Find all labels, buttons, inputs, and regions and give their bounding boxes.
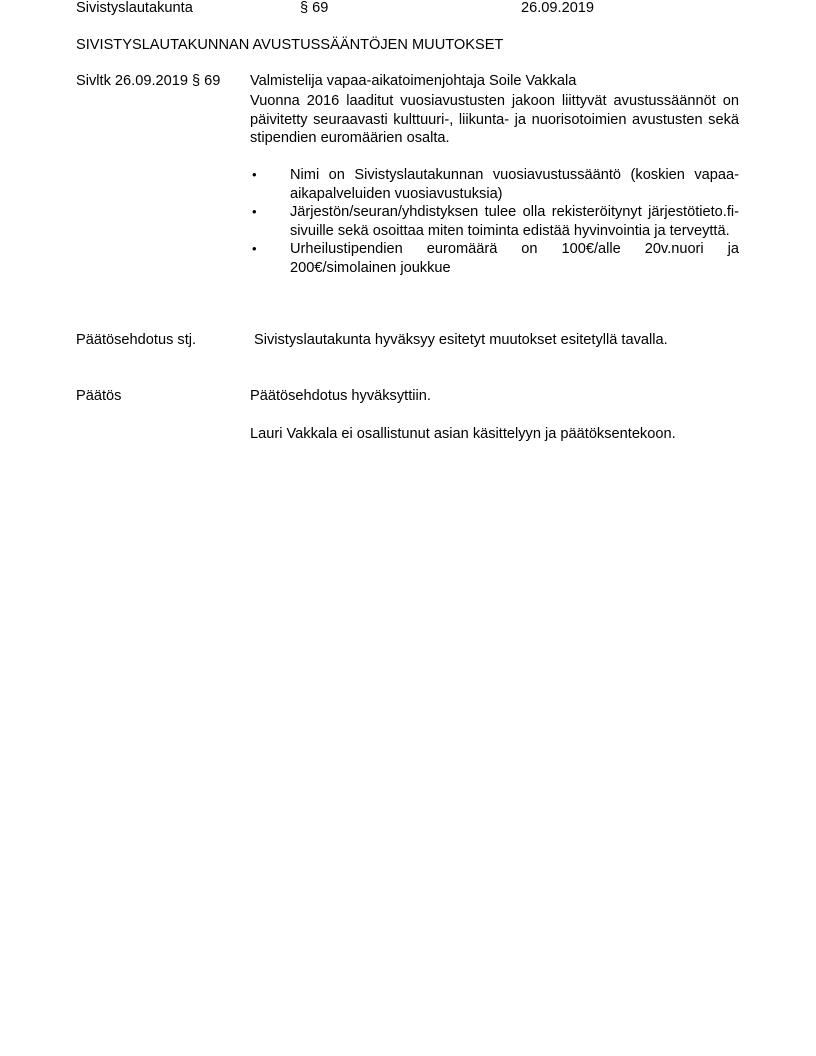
change-list-item-text: Nimi on Sivistyslautakunnan vuosiavustussääntö (koskien vapaa-aikapalveluiden vuosiavustuksia) [290, 167, 739, 202]
change-list-item-text: Urheilustipendien euromäärä on 100€/alle 20v.nuori ja 200€/simolainen joukkue [290, 241, 739, 276]
change-list-item [250, 240, 739, 277]
item-preparer: Valmistelija vapaa-aikatoimenjohtaja Soile Vakkala [250, 73, 577, 89]
change-list-item [250, 203, 739, 240]
change-list [250, 166, 739, 277]
change-list-item-text: Järjestön/seuran/yhdistyksen tulee olla rekisteröitynyt järjestötieto.fi-sivuille sekä osoittaa miten toiminta edistää hyvinvointia ja terveyttä. [290, 204, 739, 239]
change-list-item [250, 166, 739, 203]
item-intro-paragraph: Vuonna 2016 laaditut vuosiavustusten jakoon liittyvät avustussäännöt on päivitetty seuraavasti kulttuuri-, liikunta- ja nuorisotoimien avustusten sekä stipendien euromäärien osalta. [250, 93, 739, 146]
decision-note: Lauri Vakkala ei osallistunut asian käsittelyyn ja päätöksentekoon. [250, 426, 676, 442]
bullet-icon: • [252, 241, 257, 256]
bullet-icon: • [252, 167, 257, 182]
proposal-label: Päätösehdotus stj. [76, 332, 197, 348]
decision-label: Päätös [76, 388, 122, 404]
proposal-text: Sivistyslautakunta hyväksyy esitetyt muutokset esitetyllä tavalla. [254, 332, 668, 348]
item-reference: Sivltk 26.09.2019 § 69 [76, 73, 221, 89]
bullet-icon: • [252, 204, 257, 219]
header-organ: Sivistyslautakunta [76, 0, 193, 16]
header-date: 26.09.2019 [521, 0, 595, 16]
decision-text: Päätösehdotus hyväksyttiin. [250, 388, 431, 404]
document-title: SIVISTYSLAUTAKUNNAN AVUSTUSSÄÄNTÖJEN MUUTOKSET [76, 37, 504, 53]
header-section-number: § 69 [300, 0, 329, 16]
